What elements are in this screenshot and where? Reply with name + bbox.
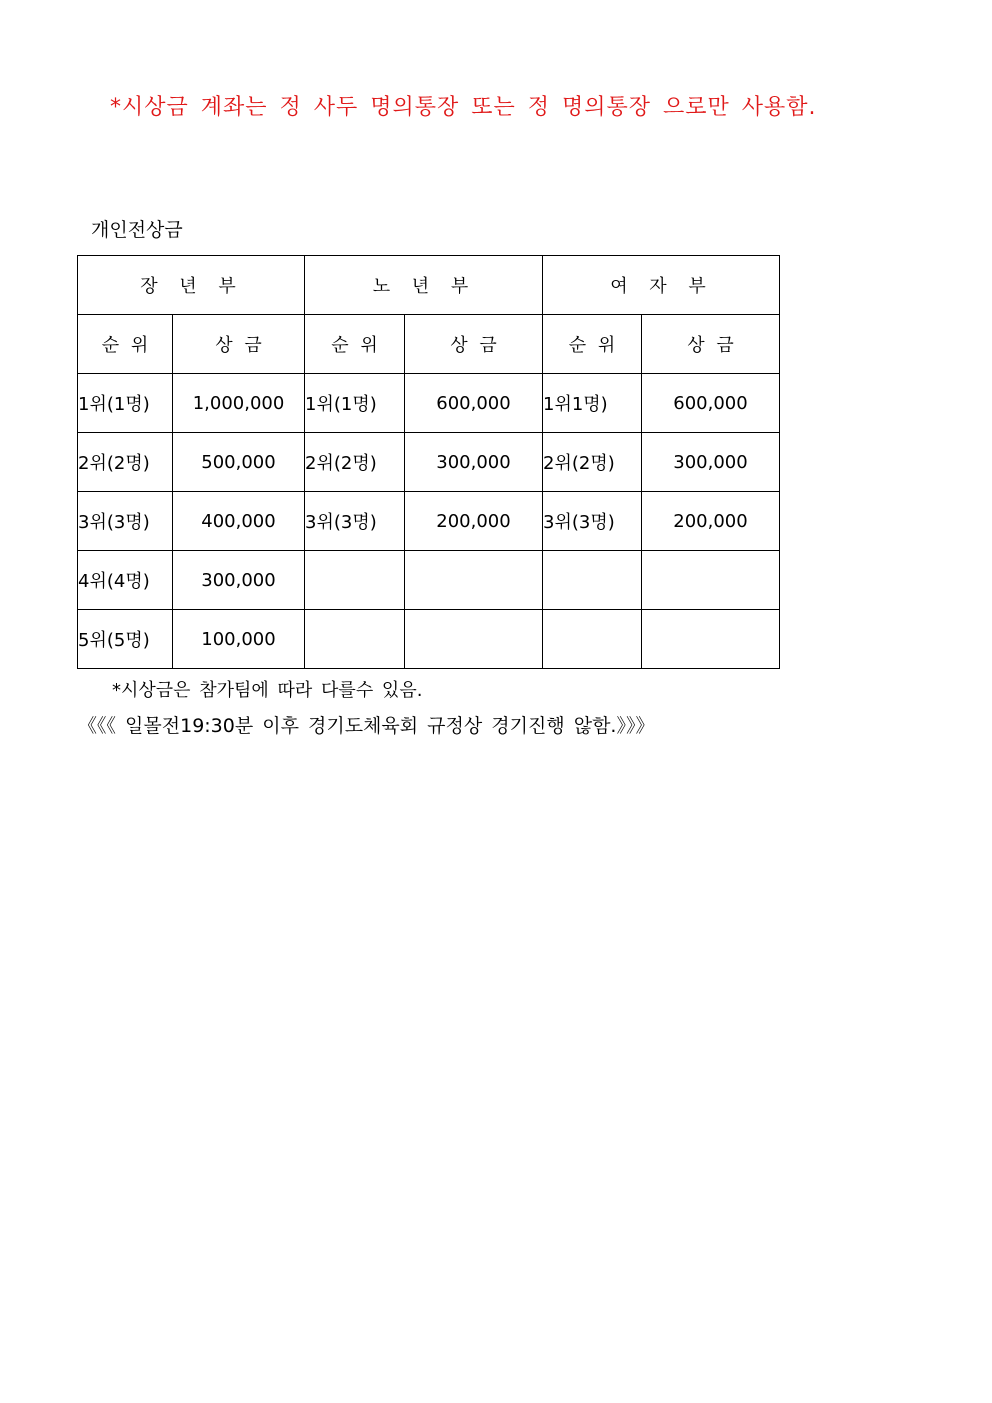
amount-cell: 200,000: [642, 492, 780, 551]
table-row: [78, 433, 780, 492]
table-row: [78, 551, 780, 610]
amount-cell: [642, 610, 780, 669]
sunset-rule-note: 《《《 일몰전19:30분 이후 경기도체육회 규정상 경기진행 않함.》》》: [78, 715, 655, 737]
group-header-elderly: 노 년 부: [305, 256, 543, 315]
amount-cell: [405, 610, 543, 669]
table-row: [78, 492, 780, 551]
amount-header: 상 금: [173, 315, 305, 374]
rank-header: 순 위: [78, 315, 173, 374]
amount-cell: 500,000: [173, 433, 305, 492]
rank-cell: [305, 610, 405, 669]
amount-cell: [642, 551, 780, 610]
group-header-women: 여 자 부: [543, 256, 780, 315]
group-header-senior: 장 년 부: [78, 256, 305, 315]
amount-header: 상 금: [642, 315, 780, 374]
rank-cell: 2위(2명): [305, 433, 405, 492]
rank-cell: 3위(3명): [543, 492, 642, 551]
account-notice: *시상금 계좌는 정 사두 명의통장 또는 정 명의통장 으로만 사용함.: [110, 95, 817, 120]
table-row: [78, 374, 780, 433]
rank-header: 순 위: [305, 315, 405, 374]
rank-cell: 2위(2명): [543, 433, 642, 492]
rank-cell: 2위(2명): [78, 433, 173, 492]
amount-cell: 400,000: [173, 492, 305, 551]
amount-cell: 200,000: [405, 492, 543, 551]
amount-cell: 600,000: [405, 374, 543, 433]
rank-cell: [305, 551, 405, 610]
rank-cell: [543, 551, 642, 610]
rank-cell: 5위(5명): [78, 610, 173, 669]
rank-cell: 3위(3명): [305, 492, 405, 551]
subheader-row: [78, 315, 780, 374]
rank-cell: 1위(1명): [305, 374, 405, 433]
rank-header: 순 위: [543, 315, 642, 374]
amount-cell: 300,000: [405, 433, 543, 492]
amount-cell: 100,000: [173, 610, 305, 669]
rank-cell: 3위(3명): [78, 492, 173, 551]
rank-cell: 4위(4명): [78, 551, 173, 610]
amount-cell: 300,000: [642, 433, 780, 492]
amount-cell: 300,000: [173, 551, 305, 610]
rank-cell: 1위1명): [543, 374, 642, 433]
section-title: 개인전상금: [91, 219, 183, 241]
amount-cell: 600,000: [642, 374, 780, 433]
amount-header: 상 금: [405, 315, 543, 374]
amount-cell: [405, 551, 543, 610]
rank-cell: [543, 610, 642, 669]
rank-cell: 1위(1명): [78, 374, 173, 433]
table-row: [78, 610, 780, 669]
group-header-row: [78, 256, 780, 315]
amount-cell: 1,000,000: [173, 374, 305, 433]
prize-table: [77, 255, 780, 669]
prize-footnote: *시상금은 참가팀에 따라 다를수 있음.: [112, 680, 423, 701]
